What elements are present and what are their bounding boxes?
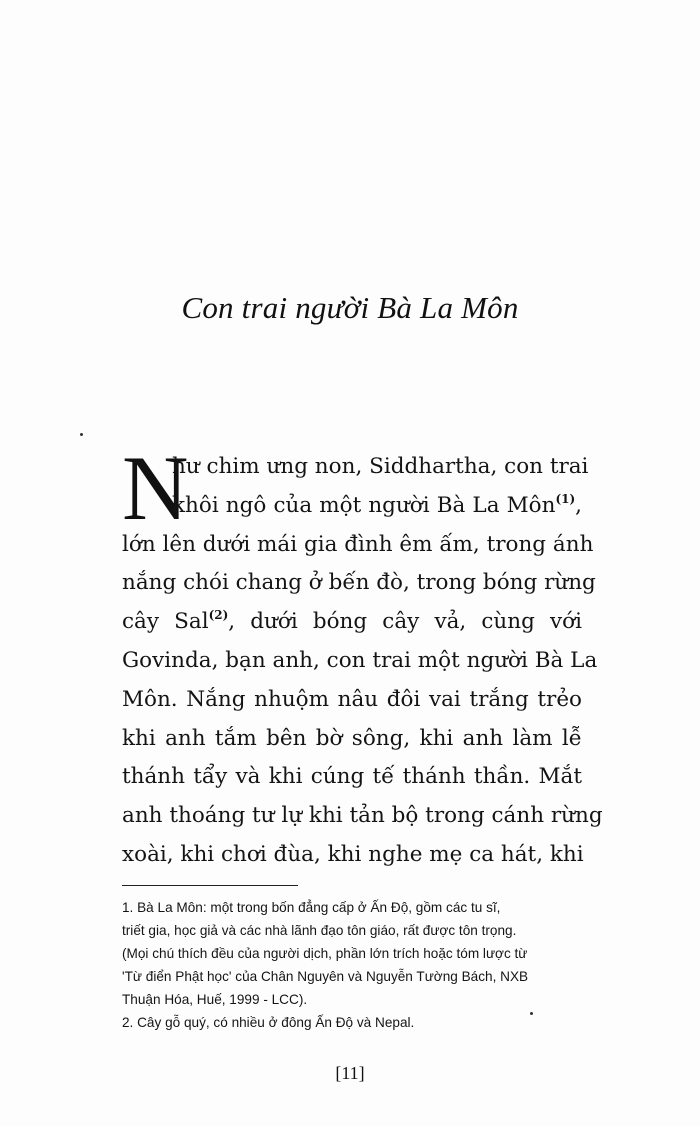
body-line: Govinda, bạn anh, con trai một người Bà La — [122, 647, 598, 673]
page-number: [11] — [335, 1063, 365, 1083]
footnote-ref-1[interactable]: (1) — [555, 491, 576, 506]
body-line: khôi ngô của một người Bà La Môn$^{(1)}$, — [172, 491, 582, 518]
body-line: xoài, khi chơi đùa, khi nghe mẹ ca hát, khi — [122, 841, 584, 867]
body-line: nắng chói chang ở bến đò, trong bóng rừng — [122, 570, 596, 596]
footnote-divider — [122, 885, 298, 886]
footnote-line: Thuận Hóa, Huế, 1999 - LCC). — [122, 992, 308, 1007]
body-line: anh thoáng tư lự khi tản bộ trong cánh rừng — [122, 803, 603, 829]
footnotes — [122, 896, 587, 1034]
footnote-line: 1. Bà La Môn: một trong bốn đẳng cấp ở Ấn Độ, gồm các tu sĩ, — [122, 900, 501, 915]
body-paragraph — [122, 437, 603, 875]
footnote-line: (Mọi chú thích đều của người dịch, phần lớn trích hoặc tóm lược từ — [122, 946, 528, 961]
body-line: khi anh tắm bên bờ sông, khi anh làm lễ — [122, 725, 582, 751]
chapter-title: Con trai người Bà La Môn — [181, 290, 519, 325]
body-line: lớn lên dưới mái gia đình êm ấm, trong ánh — [122, 531, 594, 557]
body-line: Môn. Nắng nhuộm nâu đôi vai trắng trẻo — [122, 686, 582, 712]
footnote-ref-2[interactable]: (2) — [208, 608, 229, 623]
drop-cap: N — [122, 437, 189, 539]
body-line: thánh tẩy và khi cúng tế thánh thần. Mắt — [122, 764, 582, 790]
body-line: cây Sal$^{(2)}$, dưới bóng cây vả, cùng với — [122, 608, 583, 635]
body-line: hư chim ưng non, Siddhartha, con trai — [172, 454, 589, 479]
footnote-line: 'Từ điển Phật học' của Chân Nguyên và Nguyễn Tường Bách, NXB — [122, 969, 529, 984]
scan-speck — [80, 433, 83, 436]
footnote-line: 2. Cây gỗ quý, có nhiều ở đông Ấn Độ và Nepal. — [122, 1015, 415, 1030]
footnote-line: triết gia, học giả và các nhà lãnh đạo tôn giáo, rất được tôn trọng. — [122, 923, 517, 938]
